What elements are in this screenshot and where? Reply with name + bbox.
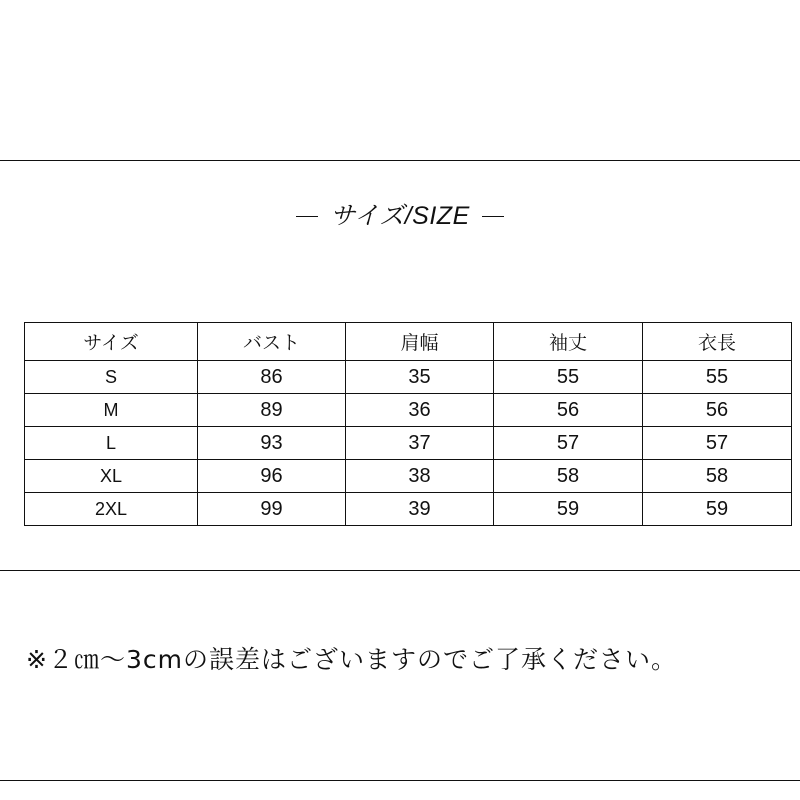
table-row — [25, 460, 792, 493]
cell-sleeve: 58 — [494, 460, 643, 493]
cell-size: S — [25, 361, 198, 394]
header-cell-sleeve: 袖丈 — [494, 323, 643, 361]
header-cell-shoulder: 肩幅 — [346, 323, 494, 361]
table-row — [25, 427, 792, 460]
size-table-body — [25, 361, 792, 526]
size-table — [24, 322, 792, 526]
cell-length: 59 — [643, 493, 792, 526]
middle-divider-rule — [0, 570, 800, 571]
cell-shoulder: 36 — [346, 394, 494, 427]
table-row — [25, 394, 792, 427]
size-table-wrapper — [24, 322, 776, 526]
section-title-text: サイズ/SIZE — [330, 202, 470, 230]
cell-size: XL — [25, 460, 198, 493]
tolerance-note: ※２㎝〜3cmの誤差はございますのでご了承ください。 — [26, 645, 677, 674]
header-cell-bust: バスト — [198, 323, 346, 361]
cell-shoulder: 39 — [346, 493, 494, 526]
cell-bust: 96 — [198, 460, 346, 493]
header-cell-length: 衣長 — [643, 323, 792, 361]
size-table-head — [25, 323, 792, 361]
cell-bust: 99 — [198, 493, 346, 526]
top-divider-rule — [0, 160, 800, 161]
title-right-rule — [482, 216, 504, 217]
title-left-rule — [296, 216, 318, 217]
cell-sleeve: 55 — [494, 361, 643, 394]
cell-length: 55 — [643, 361, 792, 394]
cell-size: 2XL — [25, 493, 198, 526]
cell-sleeve: 59 — [494, 493, 643, 526]
cell-bust: 86 — [198, 361, 346, 394]
section-title — [0, 204, 800, 229]
table-row — [25, 361, 792, 394]
cell-sleeve: 57 — [494, 427, 643, 460]
table-row — [25, 493, 792, 526]
cell-size: M — [25, 394, 198, 427]
cell-shoulder: 35 — [346, 361, 494, 394]
cell-length: 57 — [643, 427, 792, 460]
bottom-divider-rule — [0, 780, 800, 781]
table-header-row — [25, 323, 792, 361]
cell-length: 56 — [643, 394, 792, 427]
cell-shoulder: 37 — [346, 427, 494, 460]
cell-length: 58 — [643, 460, 792, 493]
cell-sleeve: 56 — [494, 394, 643, 427]
header-cell-size: サイズ — [25, 323, 198, 361]
cell-size: L — [25, 427, 198, 460]
cell-shoulder: 38 — [346, 460, 494, 493]
cell-bust: 89 — [198, 394, 346, 427]
cell-bust: 93 — [198, 427, 346, 460]
